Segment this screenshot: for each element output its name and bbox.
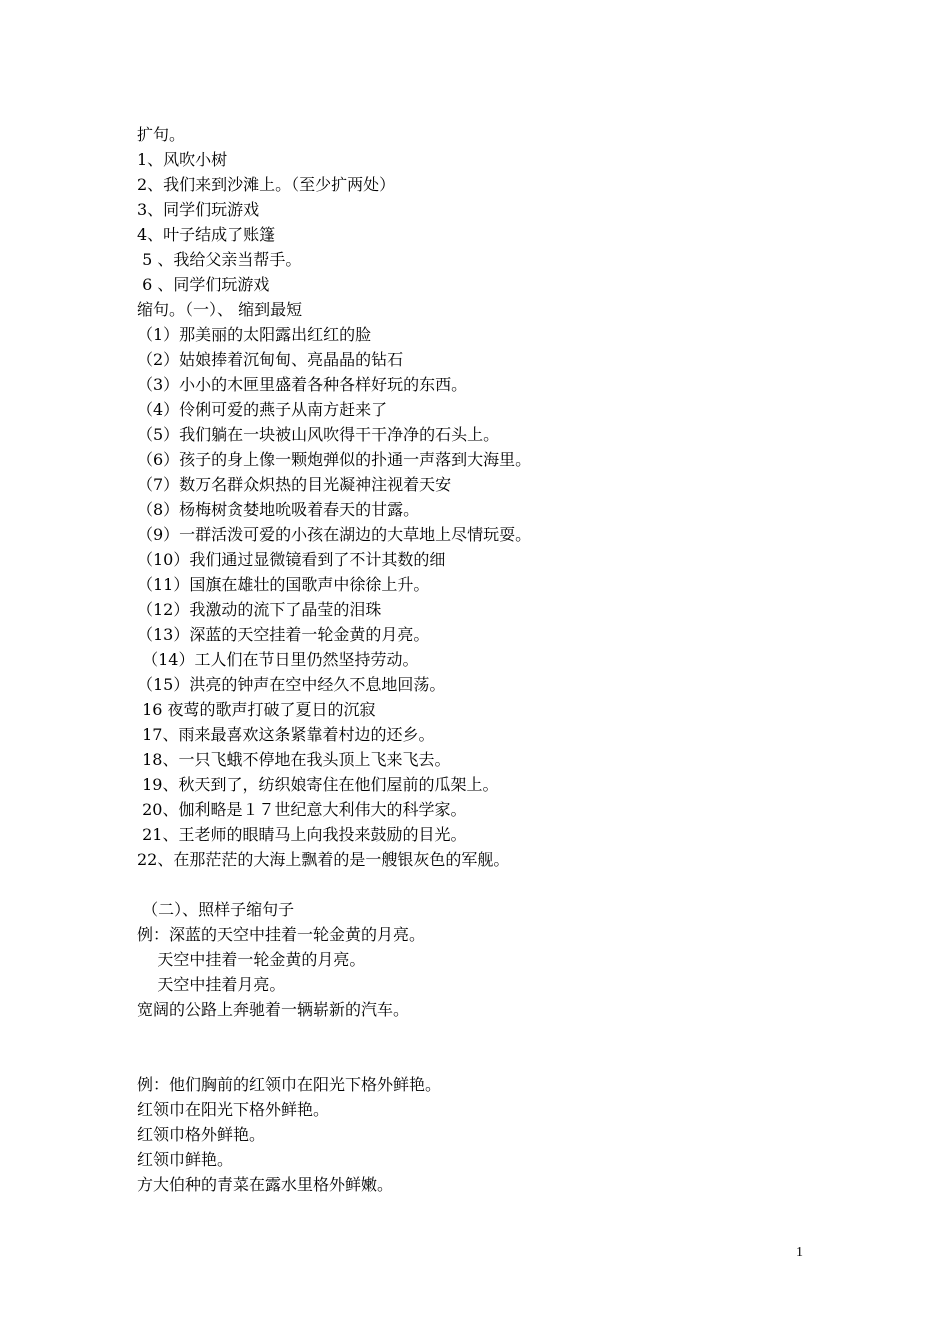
page-number: 1 xyxy=(796,1245,803,1260)
shorten-item: （4）伶俐可爱的燕子从南方赶来了 xyxy=(137,400,388,419)
expand-item: 3、同学们玩游戏 xyxy=(137,200,260,219)
example1-line: 天空中挂着月亮。 xyxy=(137,975,286,994)
shorten-item: （13）深蓝的天空挂着一轮金黄的月亮。 xyxy=(137,625,430,644)
shorten-item: 22、在那茫茫的大海上飘着的是一艘银灰色的军舰。 xyxy=(137,850,510,869)
shorten-item: （10）我们通过显微镜看到了不计其数的细 xyxy=(137,550,446,569)
shorten-item: 16 夜莺的歌声打破了夏日的沉寂 xyxy=(137,700,376,719)
example-section-title: （二）、照样子缩句子 xyxy=(137,900,295,919)
example1-line: 例：深蓝的天空中挂着一轮金黄的月亮。 xyxy=(137,925,426,944)
shorten-item: 17、雨来最喜欢这条紧靠着村边的还乡。 xyxy=(137,725,435,744)
shorten-item: （12）我激动的流下了晶莹的泪珠 xyxy=(137,600,382,619)
spacer xyxy=(137,1022,837,1072)
exercise-sentence: 方大伯种的青菜在露水里格外鲜嫩。 xyxy=(137,1175,394,1194)
example2-line: 红领巾在阳光下格外鲜艳。 xyxy=(137,1100,330,1119)
example2-line: 红领巾鲜艳。 xyxy=(137,1150,234,1169)
shorten-item: （9）一群活泼可爱的小孩在湖边的大草地上尽情玩耍。 xyxy=(137,525,532,544)
shorten-title: 缩句。（一）、 缩到最短 xyxy=(137,300,303,319)
shorten-item: 19、秋天到了，纺织娘寄住在他们屋前的瓜架上。 xyxy=(137,775,499,794)
expand-title: 扩句。 xyxy=(137,125,186,144)
expand-item: 5 、我给父亲当帮手。 xyxy=(137,250,302,269)
expand-item: 4、叶子结成了账篷 xyxy=(137,225,276,244)
shorten-item: 18、一只飞蛾不停地在我头顶上飞来飞去。 xyxy=(137,750,451,769)
shorten-item: （15）洪亮的钟声在空中经久不息地回荡。 xyxy=(137,675,446,694)
example2-line: 红领巾格外鲜艳。 xyxy=(137,1125,266,1144)
expand-item: 1、风吹小树 xyxy=(137,150,228,169)
shorten-item: （3）小小的木匣里盛着各种各样好玩的东西。 xyxy=(137,375,468,394)
shorten-item: （14）工人们在节日里仍然坚持劳动。 xyxy=(137,650,419,669)
shorten-item: （2）姑娘捧着沉甸甸、亮晶晶的钻石 xyxy=(137,350,404,369)
document-body xyxy=(137,122,837,1197)
example2-line: 例：他们胸前的红领巾在阳光下格外鲜艳。 xyxy=(137,1075,442,1094)
exercise-sentence: 宽阔的公路上奔驰着一辆崭新的汽车。 xyxy=(137,1000,410,1019)
shorten-item: （1）那美丽的太阳露出红红的脸 xyxy=(137,325,372,344)
example1-line: 天空中挂着一轮金黄的月亮。 xyxy=(137,950,366,969)
expand-item: 2、我们来到沙滩上。（至少扩两处） xyxy=(137,175,396,194)
shorten-item: （5）我们躺在一块被山风吹得干干净净的石头上。 xyxy=(137,425,500,444)
shorten-item: 21、王老师的眼睛马上向我投来鼓励的目光。 xyxy=(137,825,467,844)
shorten-item: （11）国旗在雄壮的国歌声中徐徐上升。 xyxy=(137,575,430,594)
shorten-item: （6）孩子的身上像一颗炮弹似的扑通一声落到大海里。 xyxy=(137,450,532,469)
shorten-item: 20、伽利略是１７世纪意大利伟大的科学家。 xyxy=(137,800,467,819)
shorten-item: （7）数万名群众炽热的目光凝神注视着天安 xyxy=(137,475,452,494)
spacer xyxy=(137,872,837,897)
shorten-item: （8）杨梅树贪婪地吮吸着春天的甘露。 xyxy=(137,500,420,519)
expand-item: 6 、同学们玩游戏 xyxy=(137,275,270,294)
